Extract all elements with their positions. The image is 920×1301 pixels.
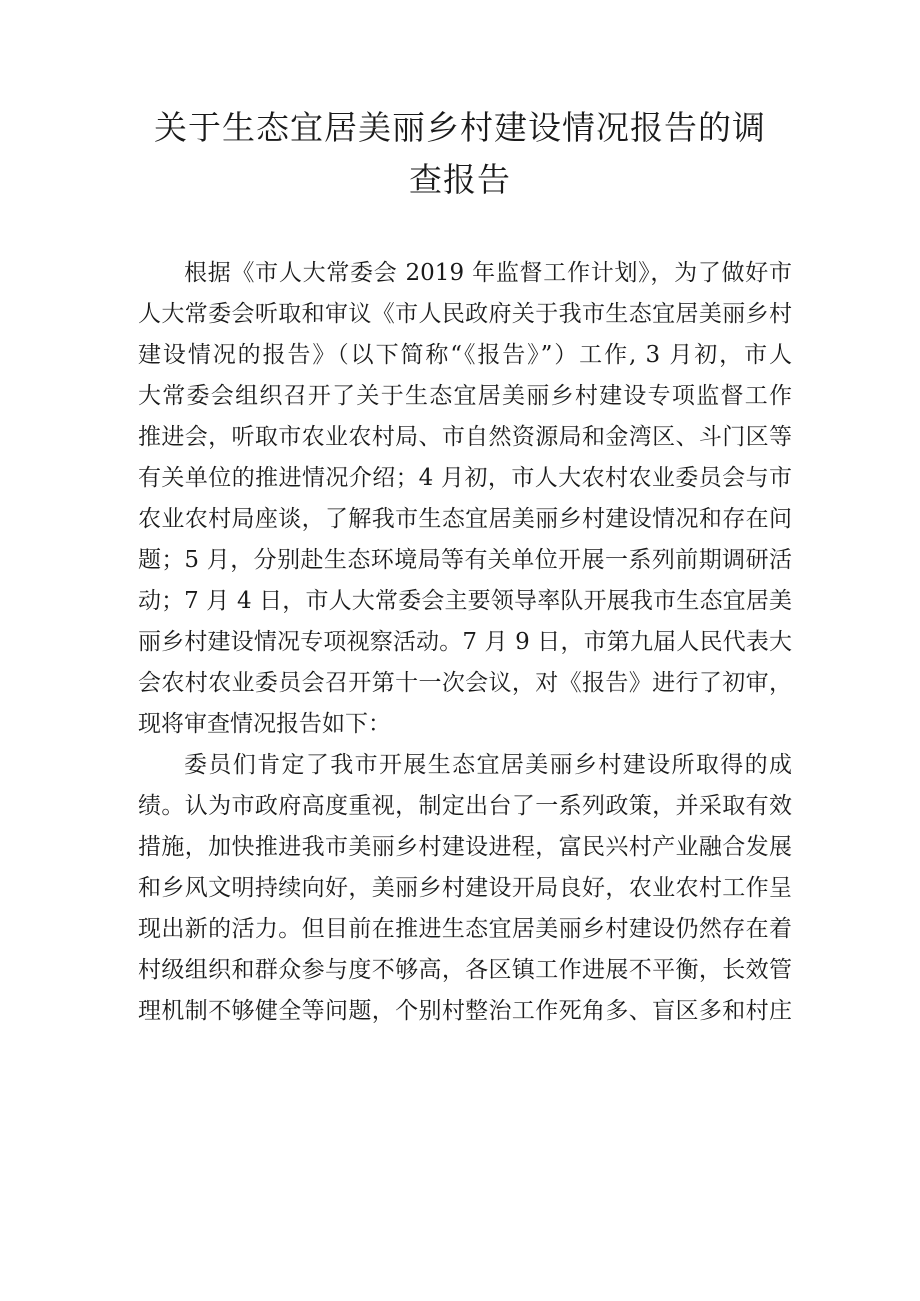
paragraph-1 — [138, 253, 792, 745]
text-line: 绩。认为市政府高度重视，制定出台了一系列政策，并采取有效 — [138, 793, 792, 819]
document-title — [130, 102, 790, 206]
title-line-1: 关于生态宜居美丽乡村建设情况报告的调 — [154, 108, 766, 147]
text-line: 丽乡村建设情况专项视察活动。7 月 9 日，市第九届人民代表大 — [138, 629, 792, 655]
text-line: 村级组织和群众参与度不够高，各区镇工作进展不平衡，长效管 — [138, 957, 792, 983]
text-line: 有关单位的推进情况介绍；4 月初，市人大农村农业委员会与市 — [138, 465, 792, 491]
text-line: 农业农村局座谈，了解我市生态宜居美丽乡村建设情况和存在问 — [138, 506, 792, 532]
text-line: 委员们肯定了我市开展生态宜居美丽乡村建设所取得的成 — [184, 752, 792, 778]
text-line: 大常委会组织召开了关于生态宜居美丽乡村建设专项监督工作 — [138, 383, 792, 409]
text-line: 现将审查情况报告如下： — [138, 711, 391, 737]
text-line: 题；5 月，分别赴生态环境局等有关单位开展一系列前期调研活 — [138, 547, 792, 573]
text-line: 措施，加快推进我市美丽乡村建设进程，富民兴村产业融合发展 — [138, 834, 792, 860]
text-line: 理机制不够健全等问题，个别村整治工作死角多、盲区多和村庄 — [138, 998, 792, 1024]
text-line: 和乡风文明持续向好，美丽乡村建设开局良好，农业农村工作呈 — [138, 875, 792, 901]
text-line: 现出新的活力。但目前在推进生态宜居美丽乡村建设仍然存在着 — [138, 916, 792, 942]
text-line: 会农村农业委员会召开第十一次会议，对《报告》进行了初审， — [138, 670, 792, 696]
text-line: 建设情况的报告》（以下简称“《报告》”）工作, 3 月初，市人 — [138, 342, 792, 368]
text-line: 推进会，听取市农业农村局、市自然资源局和金湾区、斗门区等 — [138, 424, 792, 450]
text-line: 人大常委会听取和审议《市人民政府关于我市生态宜居美丽乡村 — [138, 301, 792, 327]
title-line-2: 查报告 — [409, 160, 511, 199]
paragraph-2 — [138, 745, 792, 1032]
text-line: 根据《市人大常委会 2019 年监督工作计划》，为了做好市 — [184, 260, 792, 286]
text-line: 动；7 月 4 日，市人大常委会主要领导率队开展我市生态宜居美 — [138, 588, 792, 614]
document-body — [138, 253, 792, 1032]
